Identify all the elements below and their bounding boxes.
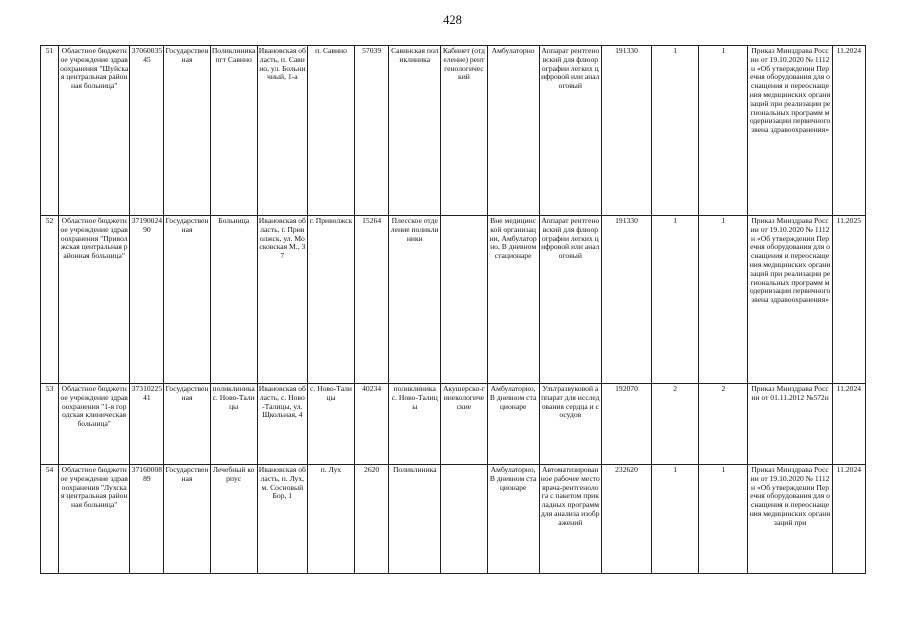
cell-num: 54 bbox=[41, 465, 59, 574]
cell-care-type: Вне медицинской организации, Амбулаторно, В дневном стационаре bbox=[487, 216, 539, 384]
cell-equipment: Ультразвуковой аппарат для исследования сердца и сосудов bbox=[539, 384, 601, 465]
cell-quantity-2: 1 bbox=[699, 216, 748, 384]
table-row bbox=[41, 46, 866, 216]
cell-num: 53 bbox=[41, 384, 59, 465]
cell-quantity-2: 2 bbox=[699, 384, 748, 465]
cell-unit: Поликлиника bbox=[389, 465, 441, 574]
cell-equipment: Аппарат рентгеновский для флюорографии легких цифровой или аналоговый bbox=[539, 216, 601, 384]
cell-care-type: Амбулаторно bbox=[487, 46, 539, 216]
cell-ownership: Государственная bbox=[164, 216, 210, 384]
cell-ownership: Государственная bbox=[164, 465, 210, 574]
cell-object-type: поликлиника с. Ново-Талицы bbox=[210, 384, 257, 465]
cell-equipment-code: 191330 bbox=[601, 216, 651, 384]
cell-settlement: г. Приволжск bbox=[307, 216, 354, 384]
cell-address: Ивановская область, с. Ново-Талицы, ул. Щкольная, 4 bbox=[257, 384, 307, 465]
cell-order: Приказ Минздрава России от 19.10.2020 № 1112н «Об утверждении Перечня оборудования для оснащения и переоснащения медицинских организаций при реализации региональных программ модернизации первичного звена здравоохранения» bbox=[748, 46, 832, 216]
cell-object-type: Поликлиника пгт Савино bbox=[210, 46, 257, 216]
cell-date: 11.2025 bbox=[832, 216, 865, 384]
cell-population: 57039 bbox=[355, 46, 389, 216]
cell-date: 11.2024 bbox=[832, 46, 865, 216]
cell-unit: поликлиника с. Ново-Талицы bbox=[389, 384, 441, 465]
cell-num: 52 bbox=[41, 216, 59, 384]
cell-address: Ивановская область, г. Приволжск, ул. Московская М., 37 bbox=[257, 216, 307, 384]
cell-room: Акушерско-гинекологические bbox=[441, 384, 487, 465]
table-row bbox=[41, 465, 866, 574]
cell-date: 11.2024 bbox=[832, 384, 865, 465]
cell-care-type: Амбулаторно, В дневном стационаре bbox=[487, 384, 539, 465]
cell-unit: Плесское отделение поликлиники bbox=[389, 216, 441, 384]
cell-equipment: Аппарат рентгеновский для флюорографии легких цифровой или аналоговый bbox=[539, 46, 601, 216]
cell-settlement: п. Лух bbox=[307, 465, 354, 574]
cell-quantity-1: 1 bbox=[652, 465, 699, 574]
cell-ownership: Государственная bbox=[164, 46, 210, 216]
cell-settlement: с. Ново-Талицы bbox=[307, 384, 354, 465]
cell-order: Приказ Минздрава России от 01.11.2012 №572н bbox=[748, 384, 832, 465]
page-number: 428 bbox=[443, 13, 462, 27]
cell-organization: Областное бюджетное учреждение здравоохранения "Лухская центральная районная больница" bbox=[59, 465, 130, 574]
cell-equipment-code: 192070 bbox=[601, 384, 651, 465]
cell-equipment: Автоматизированное рабочее место врача-рентгенолога с пакетом прикладных программ для анализа изображений bbox=[539, 465, 601, 574]
cell-quantity-1: 1 bbox=[652, 216, 699, 384]
table-row bbox=[41, 216, 866, 384]
cell-address: Ивановская область, п. Савино, ул. Больничный, 1-а bbox=[257, 46, 307, 216]
cell-organization: Областное бюджетное учреждение здравоохранения "Шуйская центральная районная больница" bbox=[59, 46, 130, 216]
equipment-table bbox=[40, 45, 866, 574]
cell-object-type: Больница bbox=[210, 216, 257, 384]
cell-order: Приказ Минздрава России от 19.10.2020 № 1112н «Об утверждении Перечня оборудования для оснащения и переоснащения медицинских организаций при bbox=[748, 465, 832, 574]
cell-room: Кабинет (отделение) рентгенологический bbox=[441, 46, 487, 216]
cell-population: 40234 bbox=[355, 384, 389, 465]
cell-code: 3731022541 bbox=[130, 384, 164, 465]
cell-equipment-code: 191330 bbox=[601, 46, 651, 216]
cell-organization: Областное бюджетное учреждение здравоохранения "1-я городская клиническая больница" bbox=[59, 384, 130, 465]
cell-quantity-1: 2 bbox=[652, 384, 699, 465]
cell-settlement: п. Савино bbox=[307, 46, 354, 216]
cell-quantity-2: 1 bbox=[699, 465, 748, 574]
cell-code: 3716000889 bbox=[130, 465, 164, 574]
cell-code: 3706003545 bbox=[130, 46, 164, 216]
cell-num: 51 bbox=[41, 46, 59, 216]
cell-ownership: Государственная bbox=[164, 384, 210, 465]
cell-date: 11.2024 bbox=[832, 465, 865, 574]
cell-population: 15264 bbox=[355, 216, 389, 384]
cell-unit: Савинская поликлиника bbox=[389, 46, 441, 216]
cell-order: Приказ Минздрава России от 19.10.2020 № 1112н «Об утверждении Перечня оборудования для оснащения и переоснащения медицинских организаций при реализации региональных программ модернизации первичного звена здравоохранения» bbox=[748, 216, 832, 384]
cell-organization: Областное бюджетное учреждение здравоохранения "Приволжская центральная районная больница" bbox=[59, 216, 130, 384]
cell-quantity-1: 1 bbox=[652, 46, 699, 216]
cell-care-type: Амбулаторно, В дневном стационаре bbox=[487, 465, 539, 574]
cell-population: 2620 bbox=[355, 465, 389, 574]
cell-quantity-2: 1 bbox=[699, 46, 748, 216]
cell-equipment-code: 232620 bbox=[601, 465, 651, 574]
cell-object-type: Лечебный корпус bbox=[210, 465, 257, 574]
table-row bbox=[41, 384, 866, 465]
cell-room bbox=[441, 465, 487, 574]
cell-address: Ивановская область, п. Лух, м. Сосновый Бор, 1 bbox=[257, 465, 307, 574]
cell-room bbox=[441, 216, 487, 384]
cell-code: 3719002490 bbox=[130, 216, 164, 384]
